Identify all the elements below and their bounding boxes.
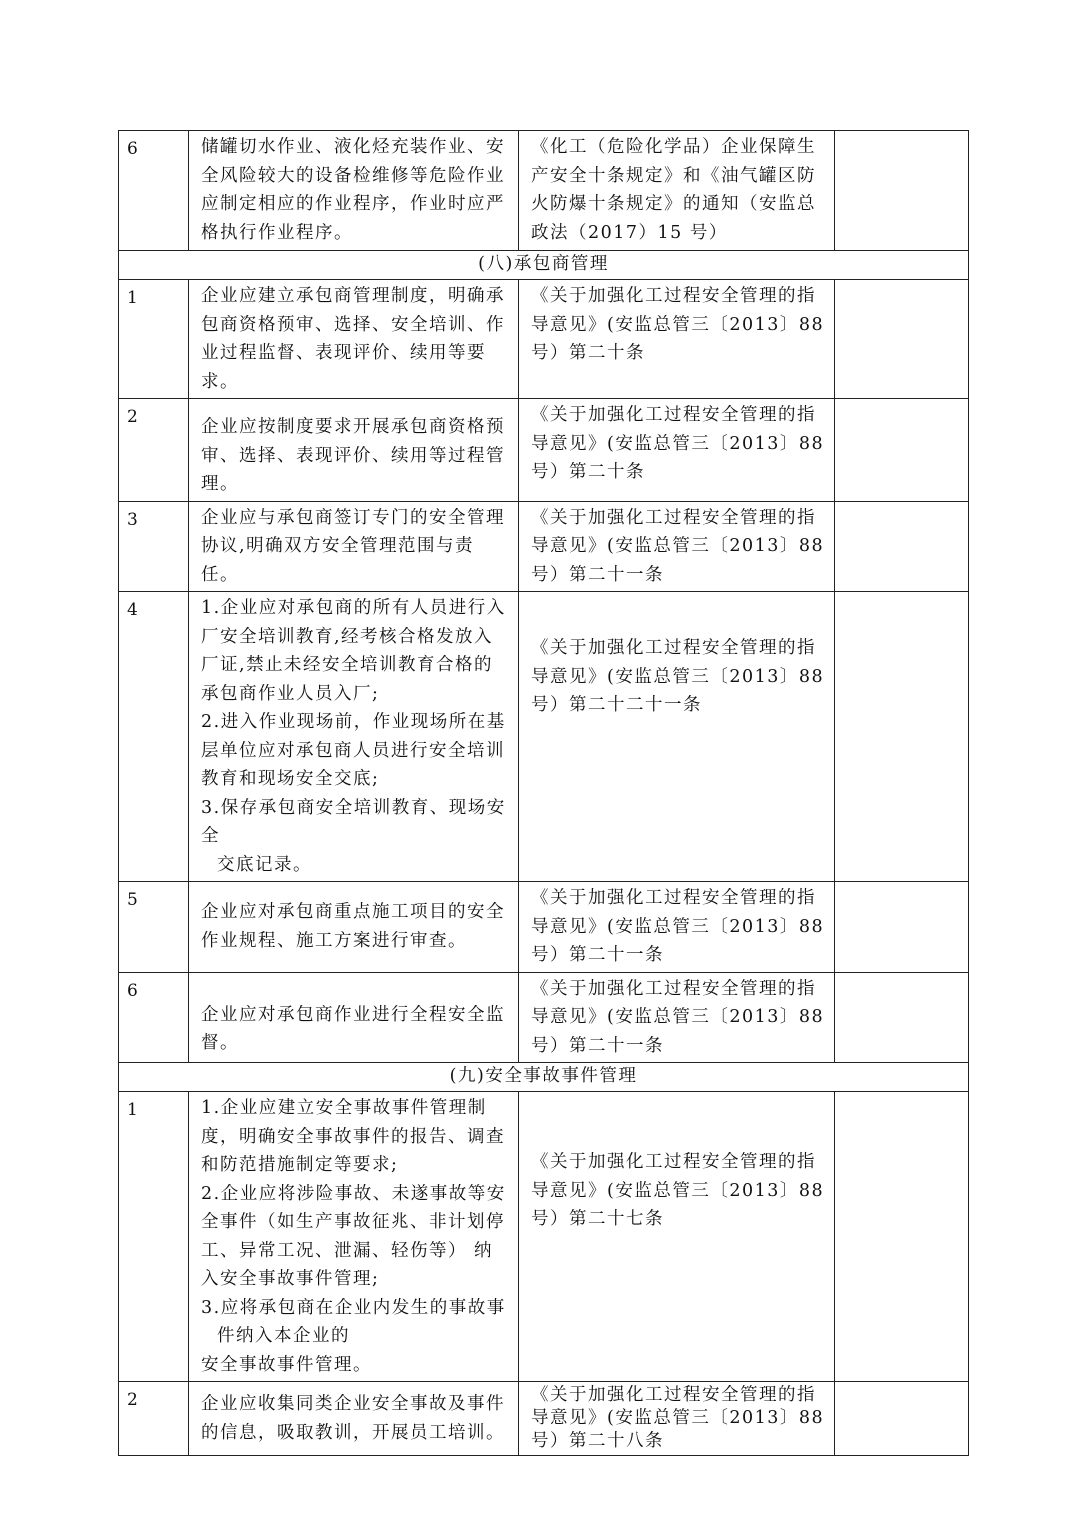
requirement-content: 企业应按制度要求开展承包商资格预审、选择、表现评价、续用等过程管理。 — [189, 399, 519, 502]
remarks-cell — [835, 131, 969, 251]
row-number: 3 — [119, 501, 189, 592]
legal-basis: 《关于加强化工过程安全管理的指导意见》(安监总管三〔2013〕88 号）第二十八条 — [519, 1382, 835, 1456]
section-title: (九)安全事故事件管理 — [119, 1063, 969, 1092]
section-title: (八)承包商管理 — [119, 251, 969, 280]
legal-basis: 《关于加强化工过程安全管理的指导意见》(安监总管三〔2013〕88 号）第二十一条 — [519, 501, 835, 592]
legal-basis: 《关于加强化工过程安全管理的指导意见》(安监总管三〔2013〕88 号）第二十一条 — [519, 972, 835, 1063]
legal-basis: 《关于加强化工过程安全管理的指导意见》(安监总管三〔2013〕88 号）第二十二十一条 — [519, 592, 835, 882]
remarks-cell — [835, 501, 969, 592]
row-number: 5 — [119, 882, 189, 973]
remarks-cell — [835, 972, 969, 1063]
legal-basis: 《化工（危险化学品）企业保障生产安全十条规定》和《油气罐区防火防爆十条规定》的通知（安监总政法（2017）15 号） — [519, 131, 835, 251]
remarks-cell — [835, 592, 969, 882]
row-number: 6 — [119, 972, 189, 1063]
remarks-cell — [835, 399, 969, 502]
requirement-content: 企业应收集同类企业安全事故及事件的信息，吸取教训，开展员工培训。 — [189, 1382, 519, 1456]
requirement-content: 企业应建立承包商管理制度，明确承包商资格预审、选择、安全培训、作业过程监督、表现评价、续用等要求。 — [189, 280, 519, 399]
requirement-content: 企业应对承包商作业进行全程安全监督。 — [189, 972, 519, 1063]
table-row — [119, 1382, 969, 1456]
remarks-cell — [835, 1382, 969, 1456]
legal-basis: 《关于加强化工过程安全管理的指导意见》(安监总管三〔2013〕88 号）第二十条 — [519, 280, 835, 399]
remarks-cell — [835, 280, 969, 399]
requirements-table — [118, 130, 969, 1456]
requirement-content: 企业应与承包商签订专门的安全管理协议,明确双方安全管理范围与责任。 — [189, 501, 519, 592]
table-row — [119, 501, 969, 592]
section-row — [119, 251, 969, 280]
row-number: 2 — [119, 399, 189, 502]
row-number: 2 — [119, 1382, 189, 1456]
row-number: 6 — [119, 131, 189, 251]
requirement-content: 1.企业应对承包商的所有人员进行入厂安全培训教育,经考核合格发放入厂证,禁止未经安全培训教育合格的承包商作业人员入厂; 2.进入作业现场前，作业现场所在基层单位应对承包商人员进行安全培训教育和现场安全交底; 3.保存承包商安全培训教育、现场安全 交底记录。 — [189, 592, 519, 882]
row-number: 4 — [119, 592, 189, 882]
table-row — [119, 972, 969, 1063]
remarks-cell — [835, 882, 969, 973]
row-number: 1 — [119, 280, 189, 399]
table-row — [119, 592, 969, 882]
table-row — [119, 399, 969, 502]
remarks-cell — [835, 1092, 969, 1382]
legal-basis: 《关于加强化工过程安全管理的指导意见》(安监总管三〔2013〕88 号）第二十一条 — [519, 882, 835, 973]
requirement-content: 储罐切水作业、液化烃充装作业、安全风险较大的设备检维修等危险作业应制定相应的作业程序，作业时应严格执行作业程序。 — [189, 131, 519, 251]
requirement-content: 1.企业应建立安全事故事件管理制度，明确安全事故事件的报告、调查和防范措施制定等要求; 2.企业应将涉险事故、未遂事故等安全事件（如生产事故征兆、非计划停工、异常工况、泄漏、轻伤等） 纳入安全事故事件管理; 3.应将承包商在企业内发生的事故事 件纳入本企业的 安全事故事件管理。 — [189, 1092, 519, 1382]
requirement-content: 企业应对承包商重点施工项目的安全作业规程、施工方案进行审查。 — [189, 882, 519, 973]
legal-basis: 《关于加强化工过程安全管理的指导意见》(安监总管三〔2013〕88 号）第二十七条 — [519, 1092, 835, 1382]
row-number: 1 — [119, 1092, 189, 1382]
legal-basis: 《关于加强化工过程安全管理的指导意见》(安监总管三〔2013〕88 号）第二十条 — [519, 399, 835, 502]
table-row — [119, 882, 969, 973]
table-row — [119, 1092, 969, 1382]
table-row — [119, 280, 969, 399]
section-row — [119, 1063, 969, 1092]
table-row — [119, 131, 969, 251]
